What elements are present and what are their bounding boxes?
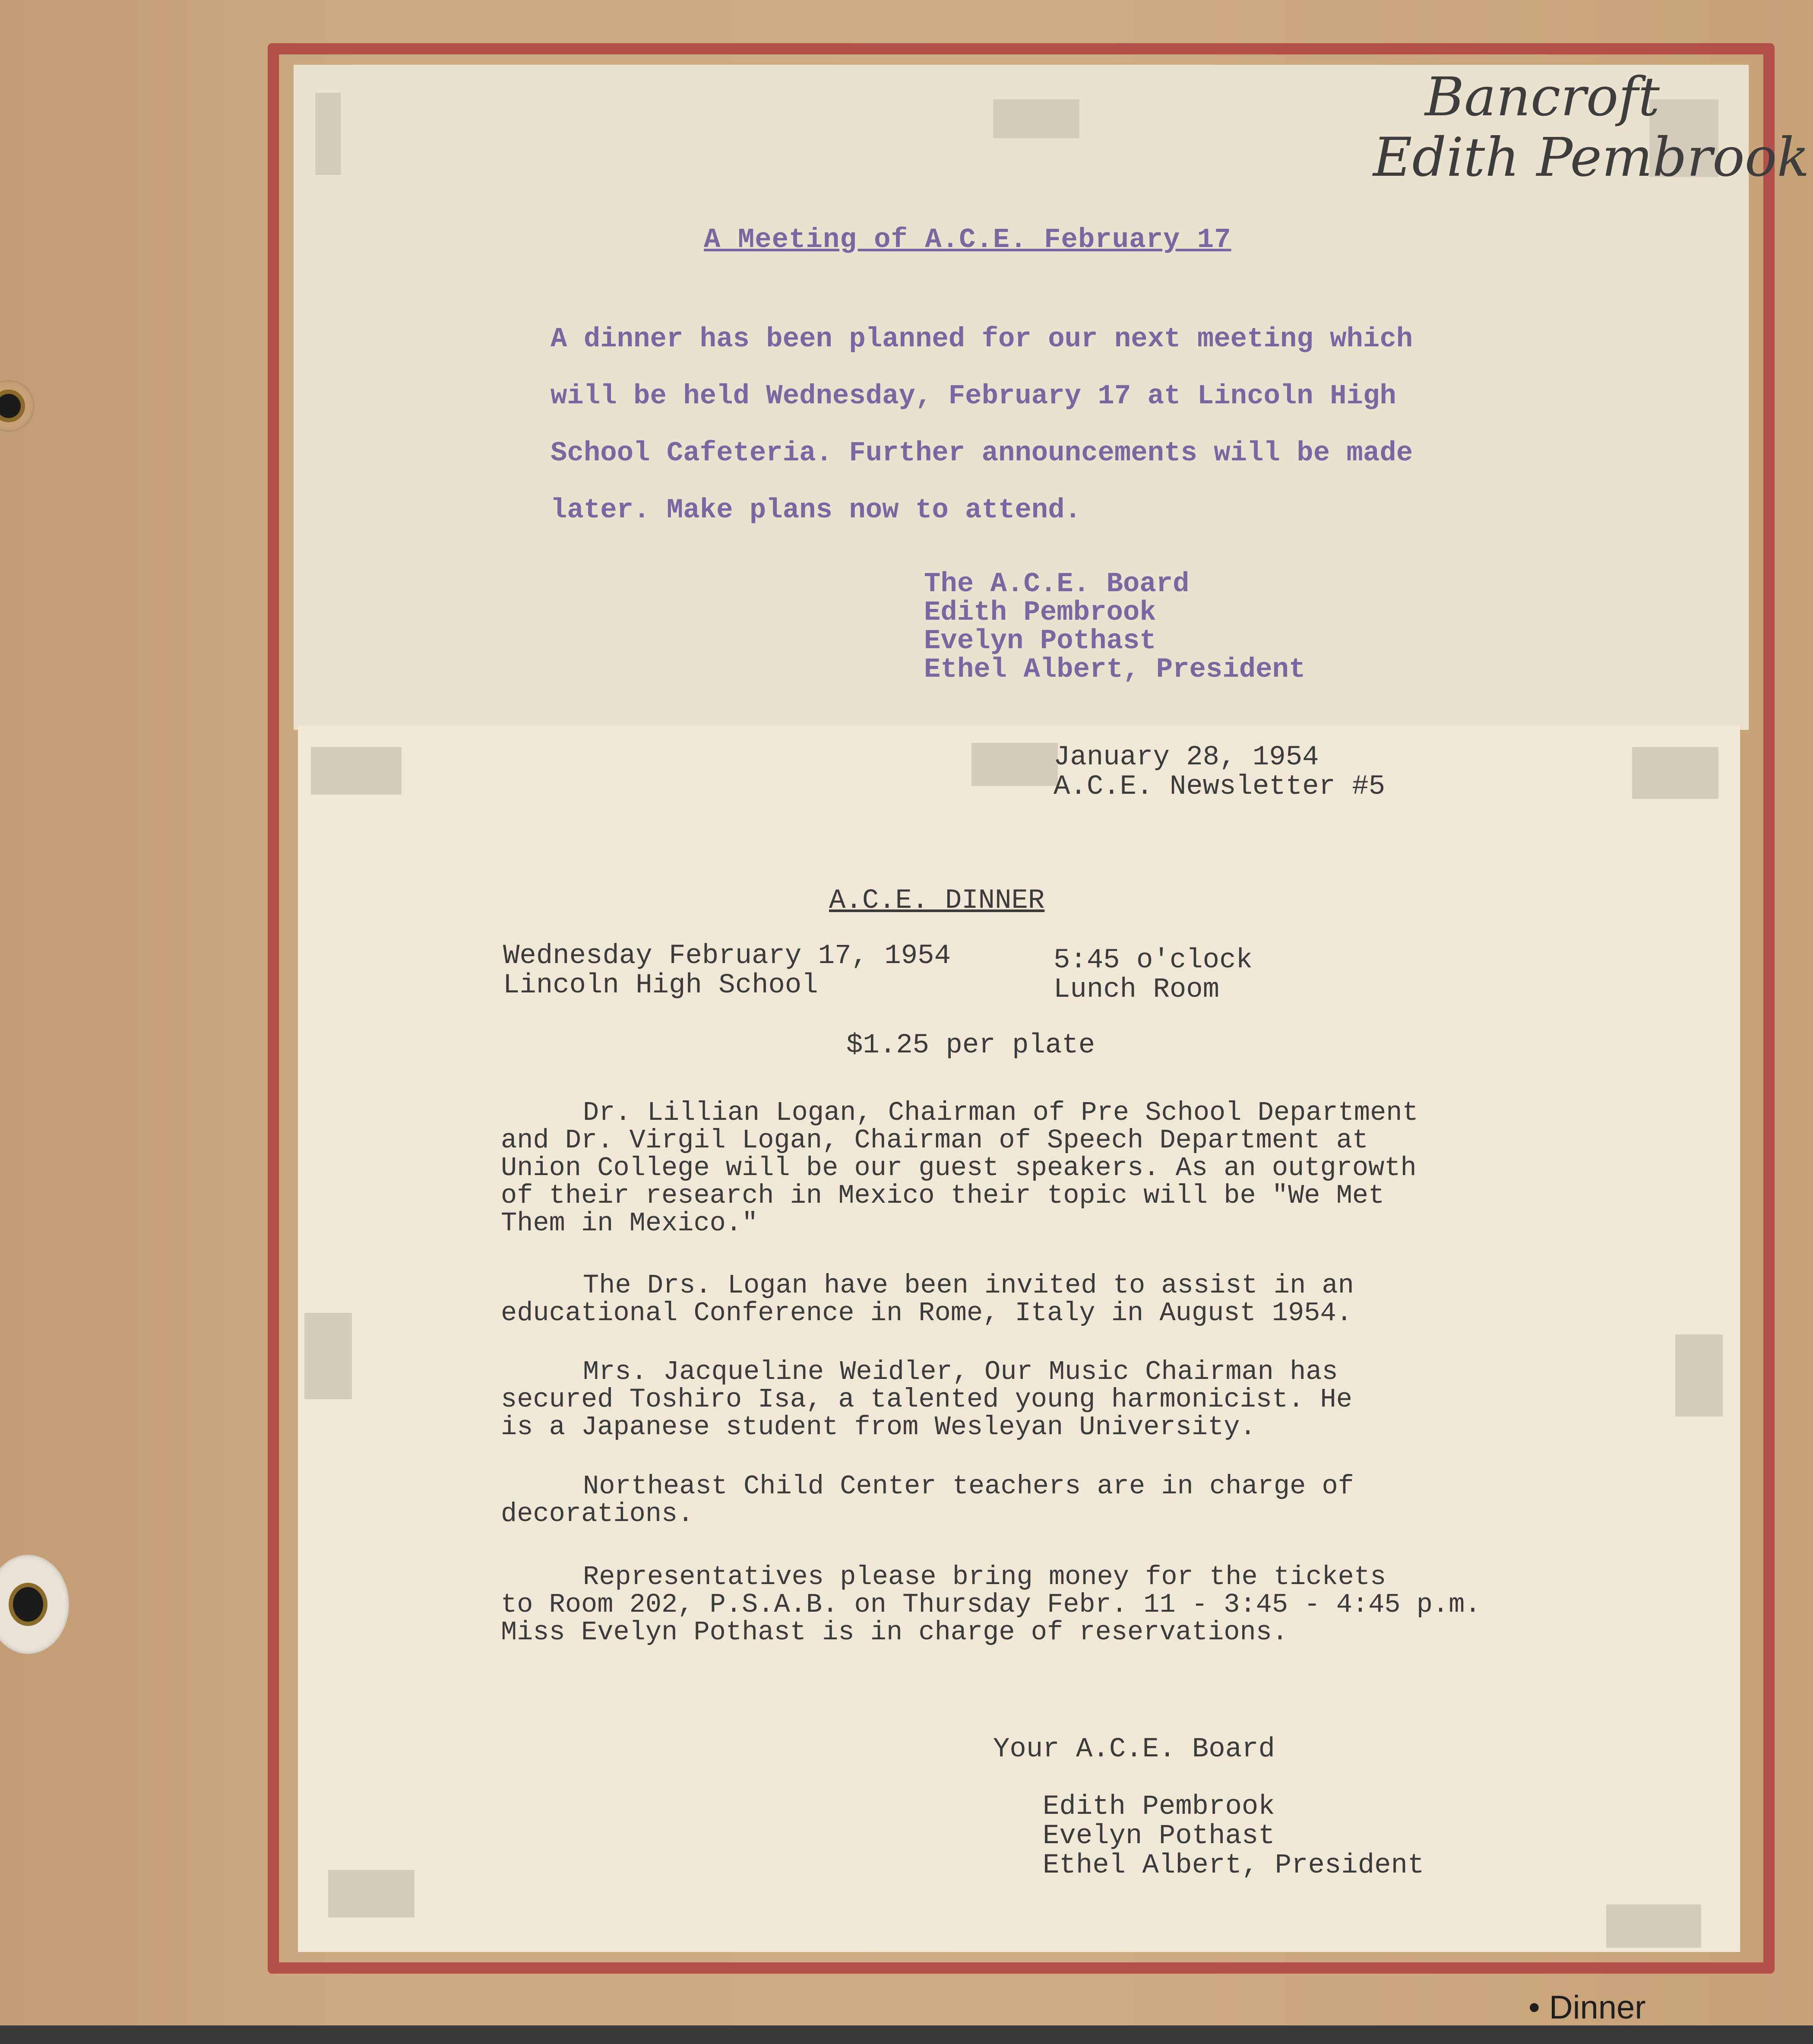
notice-body: A dinner has been planned for our next meeting which will be held Wednesday, February 17 at Lincoln High School Cafeteria. Further announcements will be made later. Make plans now to attend.: [551, 324, 1413, 526]
corner-label: • Dinner: [1528, 1989, 1646, 2026]
notice-signatories: [924, 570, 1305, 684]
signatory-line: Ethel Albert, President: [1043, 1850, 1424, 1881]
newsletter-title: A.C.E. DINNER: [829, 885, 1045, 916]
newsletter-signatories: [1043, 1792, 1424, 1880]
signature-line: Edith Pembrook: [1373, 127, 1810, 189]
tape-piece: [304, 1313, 352, 1399]
paragraph-decorations: Northeast Child Center teachers are in charge of decorations.: [501, 1471, 1354, 1529]
tape-piece: [993, 99, 1079, 138]
tape-piece: [328, 1870, 414, 1917]
tape-piece: [1675, 1334, 1723, 1417]
signature-line: Bancroft: [1425, 66, 1660, 128]
event-room: Lunch Room: [1054, 974, 1220, 1005]
tape-piece: [1632, 747, 1718, 799]
handwritten-signature: [1373, 65, 1810, 194]
dinner-price: $1.25 per plate: [846, 1030, 1095, 1061]
event-details-left: [503, 941, 951, 1000]
paragraph-tickets: Representatives please bring money for the tickets to Room 202, P.S.A.B. on Thursday Febr. 11 - 3:45 - 4:45 p.m. Miss Evelyn Pothast is in charge of reservations.: [501, 1562, 1481, 1648]
signatory-line: Edith Pembrook: [1043, 1791, 1275, 1822]
signatory-line: Evelyn Pothast: [1043, 1821, 1275, 1852]
newsletter-dateline: [1054, 743, 1385, 802]
signatory-line: The A.C.E. Board: [924, 569, 1190, 600]
event-place: Lincoln High School: [503, 970, 818, 1001]
tape-piece: [971, 743, 1058, 786]
newsletter-date: January 28, 1954: [1054, 742, 1319, 773]
newsletter-issue: A.C.E. Newsletter #5: [1054, 771, 1386, 802]
signatory-line: Evelyn Pothast: [924, 626, 1156, 657]
tape-piece: [311, 747, 402, 795]
paragraph-conference: The Drs. Logan have been invited to assist in an educational Conference in Rome, Italy in August 1954.: [501, 1270, 1354, 1328]
tape-piece: [1606, 1905, 1701, 1948]
notice-heading: A Meeting of A.C.E. February 17: [704, 225, 1231, 256]
newsletter-closing: Your A.C.E. Board: [993, 1734, 1275, 1765]
tape-piece: [315, 93, 341, 175]
paragraph-speakers: Dr. Lillian Logan, Chairman of Pre School Department and Dr. Virgil Logan, Chairman of Speech Department at Union College will be our guest speakers. As an outgrowth of their research in Mexico their topic will be "We Met Them in Mexico.": [501, 1097, 1418, 1239]
signatory-line: Edith Pembrook: [924, 597, 1156, 628]
signatory-line: Ethel Albert, President: [924, 654, 1306, 685]
page-bottom-edge: [0, 2025, 1813, 2044]
event-date: Wednesday February 17, 1954: [503, 941, 951, 972]
paragraph-music: Mrs. Jacqueline Weidler, Our Music Chairman has secured Toshiro Isa, a talented young harmonicist. He is a Japanese student from Wesleyan University.: [501, 1356, 1352, 1442]
event-details-right: [1054, 946, 1253, 1005]
event-time: 5:45 o'clock: [1054, 945, 1253, 976]
